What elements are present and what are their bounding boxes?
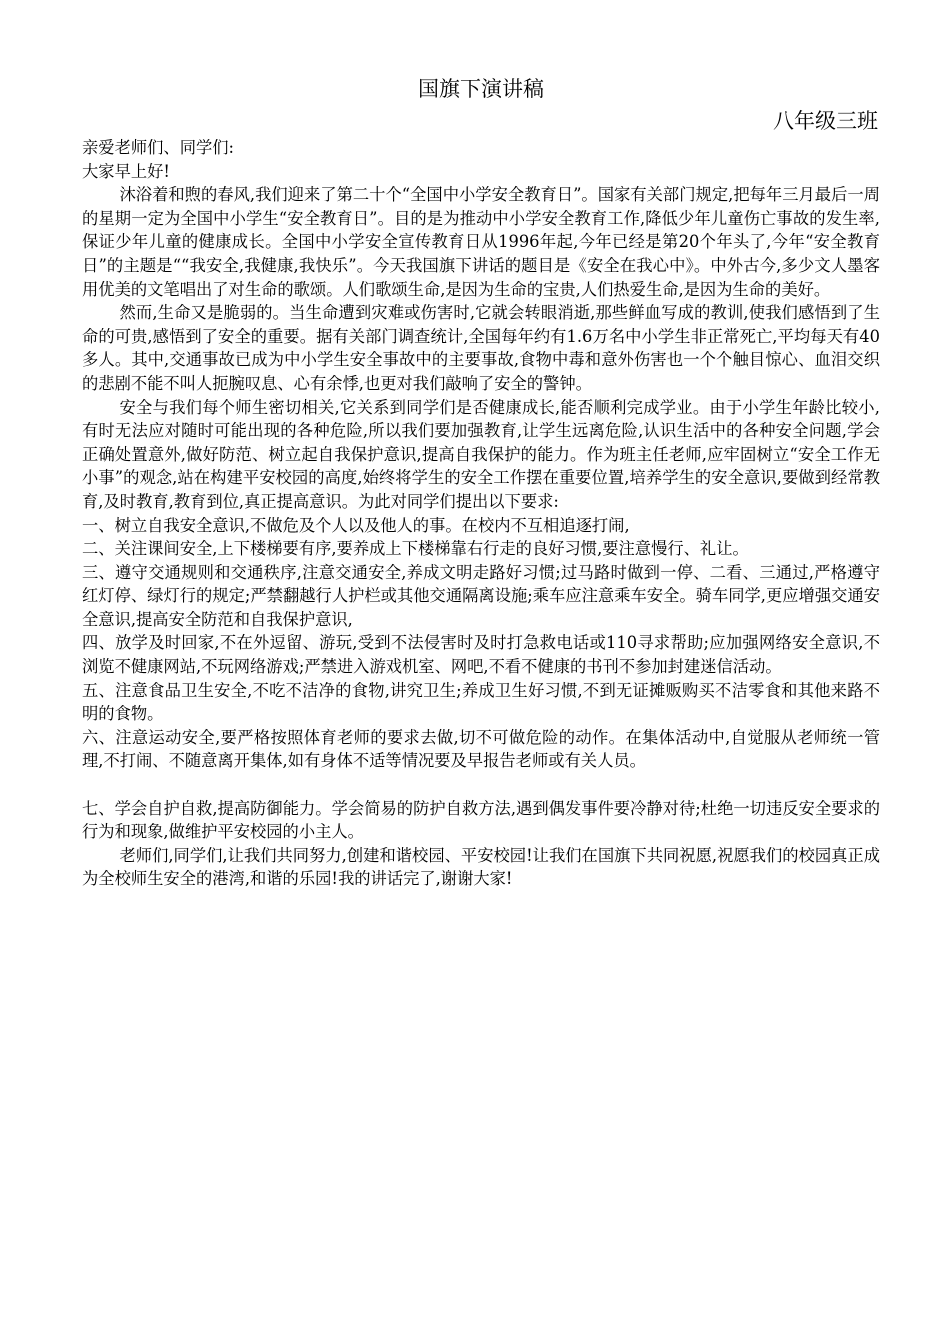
- blank-line: [82, 773, 880, 797]
- requirement-item: 四、放学及时回家,不在外逗留、游玩,受到不法侵害时及时打急救电话或110寻求帮助;应加强网络安全意识,不浏览不健康网站,不玩网络游戏;严禁进入游戏机室、网吧,不看不健康的书刊不参加封建迷信活动。: [82, 633, 880, 677]
- requirement-item-seven: 七、学会自护自救,提高防御能力。学会简易的防护自救方法,遇到偶发事件要冷静对待;杜绝一切违反安全要求的行为和现象,做维护平安校园的小主人。: [82, 798, 880, 842]
- paragraph-intro: 沐浴着和煦的春风,我们迎来了第二十个“全国中小学安全教育日”。国家有关部门规定,把每年三月最后一周的星期一定为全国中小学生“安全教育日”。目的是为推动中小学安全教育工作,降低少年儿童伤亡事故的发生率,保证少年儿童的健康成长。全国中小学安全宣传教育日从1996年起,今年已经是第20个年头了,今年“安全教育日”的主题是““我安全,我健康,我快乐”。今天我国旗下讲话的题目是《安全在我心中》。中外古今,多少文人墨客用优美的文笔唱出了对生命的歌颂。人们歌颂生命,是因为生命的宝贵,人们热爱生命,是因为生命的美好。: [82, 185, 880, 299]
- requirement-item: 二、关注课间安全,上下楼梯要有序,要养成上下楼梯靠右行走的良好习惯,要注意慢行、礼让。: [82, 539, 749, 559]
- paragraph-safety: 安全与我们每个师生密切相关,它关系到同学们是否健康成长,能否顺利完成学业。由于小学生年龄比较小,有时无法应对随时可能出现的各种危险,所以我们要加强教育,让学生远离危险,认识生活中的各种安全问题,学会正确处置意外,做好防范、树立起自我保护意识,提高自我保护的能力。作为班主任老师,应牢固树立“安全工作无小事”的观念,站在构建平安校园的高度,始终将学生的安全工作摆在重要位置,培养学生的安全意识,要做到经常教育,及时教育,教育到位,真正提高意识。为此对同学们提出以下要求:: [82, 397, 880, 511]
- document-title: 国旗下演讲稿: [418, 77, 544, 101]
- greeting: 大家早上好!: [82, 161, 170, 181]
- closing-paragraph: 老师们,同学们,让我们共同努力,创建和谐校园、平安校园!让我们在国旗下共同祝愿,祝愿我们的校园真正成为全校师生安全的港湾,和谐的乐园!我的讲话完了,谢谢大家!: [82, 845, 880, 889]
- requirement-item: 一、树立自我安全意识,不做危及个人以及他人的事。在校内不互相追逐打闹,: [82, 515, 630, 535]
- requirement-item: 三、遵守交通规则和交通秩序,注意交通安全,养成文明走路好习惯;过马路时做到一停、二看、三通过,严格遵守红灯停、绿灯行的规定;严禁翻越行人护栏或其他交通隔离设施;乘车应注意乘车安全。骑车同学,更应增强交通安全意识,提高安全防范和自我保护意识,: [82, 562, 880, 629]
- requirement-item: 六、注意运动安全,要严格按照体育老师的要求去做,切不可做危险的动作。在集体活动中,自觉服从老师统一管理,不打闹、不随意离开集体,如有身体不适等情况要及早报告老师或有关人员。: [82, 727, 880, 771]
- salutation: 亲爱老师们、同学们:: [82, 138, 235, 157]
- class-name: 八年级三班: [773, 109, 878, 133]
- requirement-item: 五、注意食品卫生安全,不吃不洁净的食物,讲究卫生;养成卫生好习惯,不到无证摊贩购买不洁零食和其他来路不明的食物。: [82, 680, 880, 724]
- paragraph-fragility: 然而,生命又是脆弱的。当生命遭到灾难或伤害时,它就会转眼消逝,那些鲜血写成的教训,使我们感悟到了生命的可贵,感悟到了安全的重要。据有关部门调查统计,全国每年约有1.6万名中小学生非正常死亡,平均每天有40多人。其中,交通事故已成为中小学生安全事故中的主要事故,食物中毒和意外伤害也一个个触目惊心、血泪交织的悲剧不能不叫人扼腕叹息、心有余悸,也更对我们敲响了安全的警钟。: [82, 303, 880, 393]
